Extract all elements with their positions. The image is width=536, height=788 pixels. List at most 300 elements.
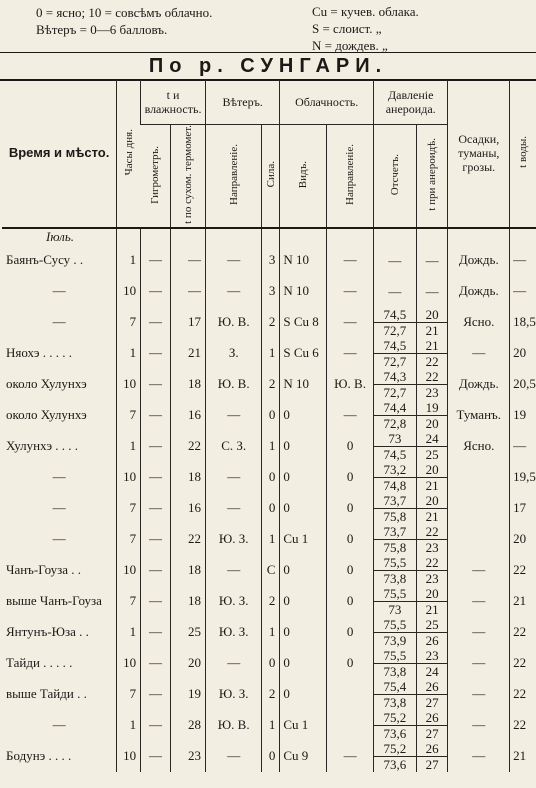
place-cell: Янтунъ-Юза . .	[6, 624, 89, 640]
header-water-t: t воды.	[510, 80, 536, 228]
hygrometer-cell: —	[141, 524, 171, 555]
page-title: По р. СУНГАРИ.	[0, 52, 536, 81]
water-t-cell: 19,5	[510, 462, 536, 493]
hygrometer-cell: —	[141, 245, 171, 276]
table-row	[2, 276, 536, 307]
table-row	[2, 400, 536, 431]
header-reading: Отсчетъ.	[373, 125, 416, 228]
reading-cell	[373, 462, 416, 493]
cloud-type-cell: Cu 1	[280, 524, 327, 555]
t-aneroid-value: 22	[417, 369, 448, 385]
t-aneroid-value: 20	[417, 462, 448, 478]
cloud-type-cell: S Cu 6	[280, 338, 327, 369]
cloud-direction-cell: 0	[327, 617, 374, 648]
place-cell: Хулунхэ . . . .	[6, 438, 79, 454]
cloud-type-cell: N 10	[280, 276, 327, 307]
hygrometer-cell: —	[141, 710, 171, 741]
precip-cell: —	[448, 617, 510, 648]
t-aneroid-value: 26	[425, 632, 439, 648]
reading-value: 73,7	[374, 493, 416, 509]
reading-cell	[373, 276, 416, 307]
reading-cell	[373, 338, 416, 369]
reading-value: 74,5	[374, 307, 416, 323]
wind-direction-cell: —	[205, 648, 262, 679]
t-aneroid-cell	[416, 307, 448, 338]
hour-cell: 10	[117, 741, 141, 772]
table-row	[2, 493, 536, 524]
hygrometer-cell: —	[141, 462, 171, 493]
wind-force-cell: 1	[262, 617, 280, 648]
water-t-cell: 22	[510, 555, 536, 586]
t-aneroid-cell	[416, 245, 448, 276]
wind-force-cell: С	[262, 555, 280, 586]
reading-value: 75,5	[374, 586, 416, 602]
precip-cell: Дождь.	[448, 245, 510, 276]
wind-force-cell: 2	[262, 586, 280, 617]
table-row	[2, 617, 536, 648]
precip-cell	[448, 462, 510, 493]
n-note: N = дождев. „	[312, 38, 388, 53]
wind-direction-cell: Ю. З.	[205, 586, 262, 617]
header-wind-direction: Направленіе.	[205, 125, 262, 228]
hygrometer-cell: —	[141, 493, 171, 524]
wind-force-cell: 0	[262, 462, 280, 493]
t-aneroid-value: 24	[425, 663, 439, 679]
legend-scales	[36, 4, 212, 38]
t-aneroid-value: 25	[417, 617, 448, 633]
place-cell: Тайди . . . . .	[6, 655, 73, 671]
t-aneroid-value: 26	[417, 679, 448, 695]
reading-cell	[373, 245, 416, 276]
hour-cell: 10	[117, 276, 141, 307]
reading-value: 73,8	[383, 570, 407, 586]
t-aneroid-cell	[416, 741, 448, 772]
reading-value: 74,5	[374, 338, 416, 354]
t-aneroid-cell	[416, 648, 448, 679]
header-t-aneroid: t при анероидѣ.	[416, 125, 448, 228]
wind-force-cell: 2	[262, 369, 280, 400]
hygrometer-cell: —	[141, 307, 171, 338]
cloud-type-cell: 0	[280, 462, 327, 493]
reading-value: 73,8	[383, 694, 407, 710]
header-wind-force: Сила.	[262, 125, 280, 228]
reading-value: 73,9	[383, 632, 407, 648]
water-t-cell: 21	[510, 586, 536, 617]
header-cloud-direction: Направленіе.	[327, 125, 374, 228]
wind-force-cell: 0	[262, 741, 280, 772]
t-aneroid-value: 27	[425, 756, 439, 772]
t-aneroid-value: 23	[425, 570, 439, 586]
t-aneroid-value: 21	[425, 477, 439, 493]
month-row	[2, 228, 536, 245]
t-aneroid-value: 23	[417, 648, 448, 664]
t-aneroid-cell	[416, 524, 448, 555]
dry-thermo-cell: 21	[171, 338, 206, 369]
wind-direction-cell: Ю. В.	[205, 710, 262, 741]
table-row	[2, 369, 536, 400]
t-aneroid-cell	[416, 338, 448, 369]
place-cell: выше Тайди . .	[6, 686, 87, 702]
place-cell: Баянъ-Сусу . .	[6, 252, 84, 268]
wind-force-cell: 1	[262, 524, 280, 555]
cloud-direction-cell: 0	[327, 462, 374, 493]
place-cell: —	[52, 314, 66, 330]
hour-cell: 1	[117, 710, 141, 741]
precip-cell: —	[448, 679, 510, 710]
t-aneroid-cell	[416, 617, 448, 648]
place-cell: Чанъ-Гоуза . .	[6, 562, 82, 578]
wind-direction-cell: —	[205, 276, 262, 307]
wind-direction-cell: Ю. З.	[205, 679, 262, 710]
place-cell: около Хулунхэ	[6, 376, 87, 392]
cloud-direction-cell	[327, 710, 374, 741]
reading-value: 73,6	[383, 756, 407, 772]
t-aneroid-value: 20	[425, 415, 439, 431]
t-aneroid-value: 25	[425, 446, 439, 462]
cloud-direction-cell: —	[327, 276, 374, 307]
place-cell: —	[52, 500, 66, 516]
cloud-direction-cell: 0	[327, 648, 374, 679]
reading-value: 75,5	[374, 648, 416, 664]
header-hygrometer: Гигрометръ.	[149, 145, 162, 204]
place-cell: —	[52, 531, 66, 547]
dry-thermo-cell: —	[171, 276, 206, 307]
table-row	[2, 679, 536, 710]
cloud-type-cell: S Cu 8	[280, 307, 327, 338]
cloud-direction-cell: 0	[327, 493, 374, 524]
reading-value: 75,2	[374, 710, 416, 726]
header-cloud-type: Видъ.	[280, 125, 327, 228]
t-aneroid-value: 22	[417, 524, 448, 540]
wind-force-cell: 0	[262, 400, 280, 431]
cloud-type-cell: 0	[280, 648, 327, 679]
reading-cell	[373, 307, 416, 338]
t-aneroid-value: —	[425, 283, 439, 299]
cloud-type-cell: Cu 9	[280, 741, 327, 772]
cloud-type-cell: Cu 1	[280, 710, 327, 741]
wind-direction-cell: Ю. З.	[205, 617, 262, 648]
cloud-direction-cell: 0	[327, 431, 374, 462]
hygrometer-cell: —	[141, 617, 171, 648]
t-aneroid-cell	[416, 276, 448, 307]
precip-cell: —	[448, 555, 510, 586]
t-aneroid-cell	[416, 400, 448, 431]
cloud-type-cell: 0	[280, 586, 327, 617]
wind-force-cell: 0	[262, 648, 280, 679]
reading-value: 75,8	[383, 508, 407, 524]
wind-force-cell: 0	[262, 493, 280, 524]
hour-cell: 10	[117, 555, 141, 586]
place-cell: —	[52, 717, 66, 733]
s-note: S = слоист. „	[312, 21, 382, 36]
table-row	[2, 245, 536, 276]
reading-value: 73	[388, 601, 402, 617]
t-aneroid-value: 26	[417, 741, 448, 757]
wind-force-cell: 2	[262, 679, 280, 710]
header-precip: Осадки, туманы, грозы.	[448, 80, 510, 228]
cloud-direction-cell: —	[327, 400, 374, 431]
observation-table	[2, 80, 536, 772]
water-t-cell: 21	[510, 741, 536, 772]
reading-value: 74,8	[383, 477, 407, 493]
wind-direction-cell: С. З.	[205, 431, 262, 462]
cloud-direction-cell: —	[327, 245, 374, 276]
hygrometer-cell: —	[141, 586, 171, 617]
legend-cloud-types	[312, 3, 419, 54]
reading-value: 72,7	[383, 322, 407, 338]
hour-cell: 1	[117, 338, 141, 369]
water-t-cell: 20,5	[510, 369, 536, 400]
cloud-direction-cell	[327, 679, 374, 710]
wind-direction-cell: —	[205, 741, 262, 772]
hour-cell: 7	[117, 307, 141, 338]
precip-cell: —	[448, 741, 510, 772]
precip-cell	[448, 524, 510, 555]
water-t-cell: 19	[510, 400, 536, 431]
dry-thermo-cell: 18	[171, 586, 206, 617]
cloud-type-cell: 0	[280, 493, 327, 524]
header-temp-humidity: t и влажность.	[141, 80, 206, 125]
precip-cell: —	[448, 648, 510, 679]
precip-cell: Ясно.	[448, 431, 510, 462]
t-aneroid-cell	[416, 462, 448, 493]
wind-direction-cell: —	[205, 400, 262, 431]
precip-cell: Туманъ.	[448, 400, 510, 431]
precip-cell: Дождь.	[448, 276, 510, 307]
precip-cell: Дождь.	[448, 369, 510, 400]
reading-value: 72,7	[383, 353, 407, 369]
hygrometer-cell: —	[141, 369, 171, 400]
dry-thermo-cell: 22	[171, 524, 206, 555]
reading-value: 73	[374, 431, 416, 447]
hygrometer-cell: —	[141, 400, 171, 431]
table-row	[2, 586, 536, 617]
water-t-cell: 18,5	[510, 307, 536, 338]
table-row	[2, 555, 536, 586]
wind-direction-cell: З.	[205, 338, 262, 369]
t-aneroid-value: 27	[425, 725, 439, 741]
water-t-cell: —	[510, 276, 536, 307]
hygrometer-cell: —	[141, 679, 171, 710]
table-row	[2, 524, 536, 555]
dry-thermo-cell: 23	[171, 741, 206, 772]
wind-direction-cell: —	[205, 462, 262, 493]
t-aneroid-cell	[416, 679, 448, 710]
hour-cell: 1	[117, 617, 141, 648]
hour-cell: 7	[117, 400, 141, 431]
hour-cell: 1	[117, 245, 141, 276]
cloud-type-cell: 0	[280, 431, 327, 462]
cu-note: Cu = кучев. облака.	[312, 4, 419, 19]
precip-cell: —	[448, 710, 510, 741]
wind-force-cell: 3	[262, 276, 280, 307]
t-aneroid-value: 22	[417, 555, 448, 571]
t-aneroid-cell	[416, 431, 448, 462]
reading-value: 75,5	[374, 555, 416, 571]
place-cell: —	[52, 283, 66, 299]
reading-value: 73,7	[374, 524, 416, 540]
reading-cell	[373, 617, 416, 648]
cloud-direction-cell: 0	[327, 524, 374, 555]
dry-thermo-cell: 18	[171, 555, 206, 586]
hour-cell: 7	[117, 586, 141, 617]
wind-force-cell: 1	[262, 338, 280, 369]
reading-value: 74,3	[374, 369, 416, 385]
table-row	[2, 338, 536, 369]
water-t-cell: 22	[510, 648, 536, 679]
t-aneroid-value: 21	[425, 508, 439, 524]
month-label: Іюль.	[46, 228, 75, 244]
t-aneroid-value: 24	[417, 431, 448, 447]
t-aneroid-cell	[416, 369, 448, 400]
reading-value: 72,7	[383, 384, 407, 400]
wind-direction-cell: Ю. В.	[205, 307, 262, 338]
t-aneroid-value: 20	[417, 586, 448, 602]
dry-thermo-cell: 17	[171, 307, 206, 338]
dry-thermo-cell: 18	[171, 369, 206, 400]
hygrometer-cell: —	[141, 648, 171, 679]
place-cell: Няохэ . . . . .	[6, 345, 72, 361]
wind-scale-note: Вѣтеръ = 0—6 балловъ.	[36, 22, 168, 37]
dry-thermo-cell: 19	[171, 679, 206, 710]
water-t-cell: 17	[510, 493, 536, 524]
cloud-direction-cell: Ю. В.	[327, 369, 374, 400]
t-aneroid-value: 22	[425, 353, 439, 369]
wind-force-cell: 1	[262, 710, 280, 741]
wind-direction-cell: —	[205, 245, 262, 276]
reading-value: —	[388, 252, 402, 268]
cloud-type-cell: N 10	[280, 245, 327, 276]
dry-thermo-cell: 16	[171, 493, 206, 524]
wind-direction-cell: —	[205, 493, 262, 524]
t-aneroid-value: 20	[417, 307, 448, 323]
t-aneroid-value: 26	[417, 710, 448, 726]
cloud-direction-cell: 0	[327, 555, 374, 586]
reading-cell	[373, 679, 416, 710]
hour-cell: 10	[117, 369, 141, 400]
wind-direction-cell: Ю. В.	[205, 369, 262, 400]
dry-thermo-cell: 20	[171, 648, 206, 679]
place-cell: около Хулунхэ	[6, 407, 87, 423]
cloud-direction-cell: —	[327, 741, 374, 772]
water-t-cell: 20	[510, 338, 536, 369]
reading-cell	[373, 524, 416, 555]
header-wind: Вѣтеръ.	[205, 80, 279, 125]
water-t-cell: —	[510, 245, 536, 276]
t-aneroid-value: 19	[417, 400, 448, 416]
reading-value: 75,5	[374, 617, 416, 633]
cloud-direction-cell: —	[327, 307, 374, 338]
reading-value: 73,6	[383, 725, 407, 741]
hygrometer-cell: —	[141, 431, 171, 462]
water-t-cell: 22	[510, 679, 536, 710]
precip-cell: —	[448, 338, 510, 369]
wind-force-cell: 1	[262, 431, 280, 462]
reading-cell	[373, 369, 416, 400]
precip-cell: —	[448, 586, 510, 617]
precip-cell: Ясно.	[448, 307, 510, 338]
reading-cell	[373, 431, 416, 462]
reading-value: —	[388, 283, 402, 299]
hour-cell: 1	[117, 431, 141, 462]
wind-direction-cell: Ю. З.	[205, 524, 262, 555]
hour-cell: 10	[117, 462, 141, 493]
header-dry-thermo: t по сухом. термомет.	[171, 125, 206, 228]
reading-value: 74,4	[374, 400, 416, 416]
reading-value: 75,4	[374, 679, 416, 695]
header-time-place: Время и мѣсто.	[2, 80, 117, 228]
place-cell: выше Чанъ-Гоуза	[6, 593, 102, 609]
t-aneroid-cell	[416, 493, 448, 524]
header-cloudiness: Облачность.	[280, 80, 374, 125]
t-aneroid-value: 23	[425, 384, 439, 400]
place-cell: —	[52, 469, 66, 485]
reading-value: 74,5	[383, 446, 407, 462]
t-aneroid-value: —	[425, 252, 439, 268]
dry-thermo-cell: 28	[171, 710, 206, 741]
cloud-type-cell: N 10	[280, 369, 327, 400]
cloud-direction-cell: —	[327, 338, 374, 369]
t-aneroid-value: 23	[425, 539, 439, 555]
water-t-cell: —	[510, 431, 536, 462]
t-aneroid-value: 21	[417, 338, 448, 354]
cloud-scale-note: 0 = ясно; 10 = совсѣмъ облачно.	[36, 5, 213, 20]
reading-value: 75,2	[374, 741, 416, 757]
cloud-type-cell: 0	[280, 400, 327, 431]
hour-cell: 10	[117, 648, 141, 679]
t-aneroid-value: 27	[425, 694, 439, 710]
reading-cell	[373, 555, 416, 586]
dry-thermo-cell: 18	[171, 462, 206, 493]
reading-cell	[373, 586, 416, 617]
reading-cell	[373, 648, 416, 679]
reading-value: 73,8	[383, 663, 407, 679]
place-cell: Бодунэ . . . .	[6, 748, 72, 764]
reading-cell	[373, 710, 416, 741]
dry-thermo-cell: 16	[171, 400, 206, 431]
hygrometer-cell: —	[141, 338, 171, 369]
reading-cell	[373, 400, 416, 431]
cloud-direction-cell: 0	[327, 586, 374, 617]
t-aneroid-value: 21	[425, 322, 439, 338]
cloud-type-cell: 0	[280, 679, 327, 710]
precip-cell	[448, 493, 510, 524]
dry-thermo-cell: 22	[171, 431, 206, 462]
header-pressure: Давленіе анероида.	[373, 80, 448, 125]
table-row	[2, 710, 536, 741]
cloud-type-cell: 0	[280, 555, 327, 586]
wind-direction-cell: —	[205, 555, 262, 586]
reading-value: 73,2	[374, 462, 416, 478]
reading-cell	[373, 741, 416, 772]
table-row	[2, 648, 536, 679]
hour-cell: 7	[117, 493, 141, 524]
t-aneroid-value: 21	[425, 601, 439, 617]
cloud-type-cell: 0	[280, 617, 327, 648]
reading-value: 72,8	[383, 415, 407, 431]
hygrometer-cell: —	[141, 555, 171, 586]
t-aneroid-cell	[416, 555, 448, 586]
reading-cell	[373, 493, 416, 524]
water-t-cell: 20	[510, 524, 536, 555]
hygrometer-cell: —	[141, 276, 171, 307]
table-row	[2, 431, 536, 462]
table-row	[2, 307, 536, 338]
header-hours: Часы дня.	[117, 80, 141, 228]
water-t-cell: 22	[510, 617, 536, 648]
dry-thermo-cell: 25	[171, 617, 206, 648]
hour-cell: 7	[117, 679, 141, 710]
